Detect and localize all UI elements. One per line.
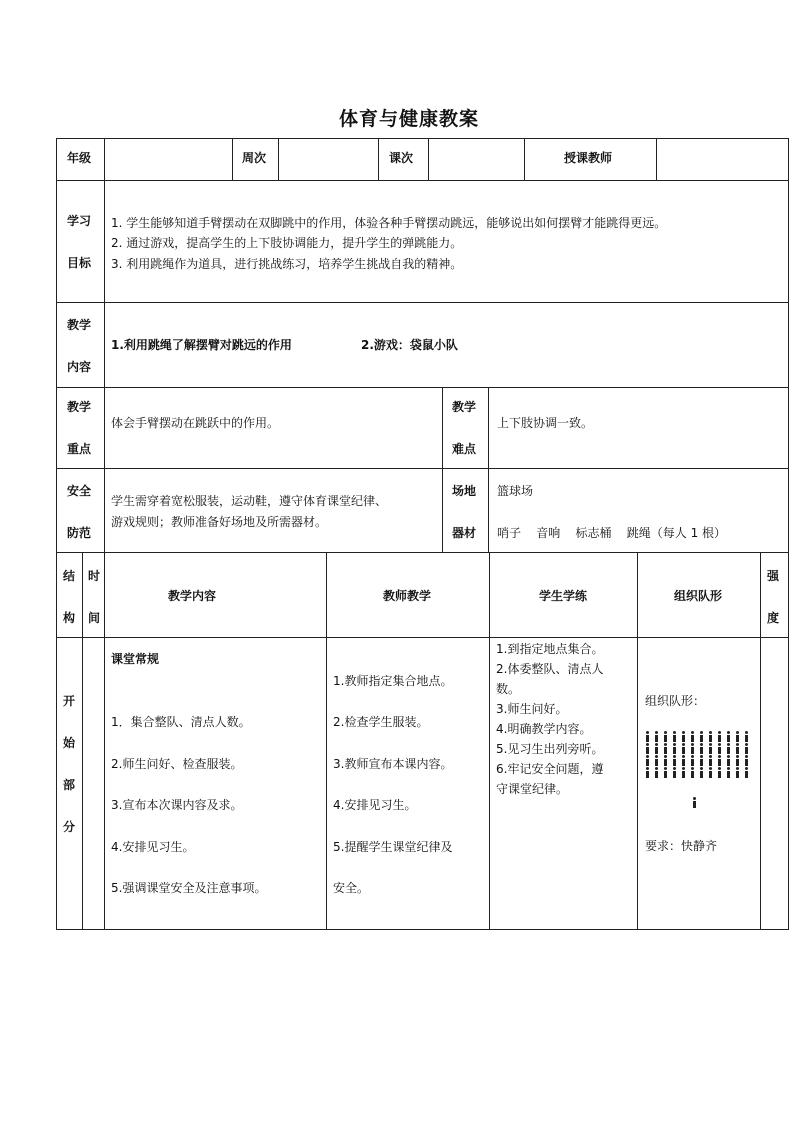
teacher-item: 5.提醒学生课堂纪律及 (333, 840, 453, 854)
student-line: 守课堂纪律。 (496, 782, 569, 796)
intensity-label-bottom: 度 (767, 611, 780, 625)
content-title: 课堂常规 (111, 652, 160, 666)
student-figure-icon (717, 755, 722, 766)
col-divider (104, 138, 105, 180)
row-divider (56, 180, 789, 181)
student-figure-icon (690, 767, 695, 778)
student-figure-icon (654, 767, 659, 778)
col-divider (488, 387, 489, 552)
col-divider (278, 138, 279, 180)
content-item: 5.强调课堂安全及注意事项。 (111, 881, 267, 895)
row-divider (56, 468, 789, 469)
student-line: 2.体委整队、清点人 (496, 662, 604, 676)
formation-label: 组织队形： (645, 694, 706, 708)
student-figure-icon (744, 731, 749, 742)
teacher-item: 2.检查学生服装。 (333, 715, 429, 729)
student-figure-icon (663, 767, 668, 778)
grade-label: 年级 (67, 151, 92, 165)
structure-label-top: 结 (63, 569, 76, 583)
teacher-item: 1.教师指定集合地点。 (333, 674, 453, 688)
content-item: 1．集合整队、清点人数。 (111, 715, 251, 729)
student-figure-icon (726, 767, 731, 778)
focus-label-top: 教学 (67, 400, 92, 414)
student-figure-icon (708, 743, 713, 754)
teacher-item: 安全。 (333, 881, 370, 895)
student-figure-icon (699, 767, 704, 778)
row-divider (56, 302, 789, 303)
student-figure-icon (699, 743, 704, 754)
col-divider (104, 552, 105, 930)
content-item: 3.宣布本次课内容及求。 (111, 798, 243, 812)
page-title: 体育与健康教案 (338, 108, 479, 130)
student-figure-icon (708, 755, 713, 766)
objective-item-1: 1. 学生能够知道手臂摆动在双脚跳中的作用，体验各种手臂摆动跳远，能够说出如何摆臂才能跳得更远。 (111, 216, 667, 230)
difficulty-label-bottom: 难点 (452, 442, 477, 456)
student-figure-icon (735, 743, 740, 754)
student-line: 4.明确教学内容。 (496, 722, 592, 736)
student-figure-icon (645, 731, 650, 742)
student-figure-icon (690, 731, 695, 742)
student-figure-icon (735, 767, 740, 778)
difficulty-value: 上下肢协调一致。 (497, 416, 594, 430)
student-line: 3.师生问好。 (496, 702, 568, 716)
content-label-bottom: 内容 (67, 360, 92, 374)
student-figure-icon (699, 755, 704, 766)
student-figure-icon (663, 755, 668, 766)
safety-line-1: 学生需穿着宽松服装，运动鞋，遵守体育课堂纪律、 (111, 494, 388, 508)
content-item-2: 2.游戏：袋鼠小队 (361, 338, 458, 352)
student-figure-icon (690, 743, 695, 754)
student-figure-icon (681, 731, 686, 742)
student-figure-icon (672, 767, 677, 778)
student-practice-header: 学生学练 (539, 589, 588, 603)
student-figure-icon (726, 731, 731, 742)
student-line: 6.牢记安全问题，遵 (496, 762, 604, 776)
student-figure-icon (645, 743, 650, 754)
row-divider (56, 552, 789, 553)
student-figure-icon (672, 755, 677, 766)
student-figure-icon (672, 731, 677, 742)
student-figure-icon (681, 743, 686, 754)
content-item: 2.师生问好、检查服装。 (111, 757, 243, 771)
col-divider (82, 552, 83, 930)
col-divider (656, 138, 657, 180)
col-divider (489, 552, 490, 930)
section-label-char-1: 开 (63, 694, 76, 708)
row-divider (56, 637, 789, 638)
col-divider (326, 552, 327, 930)
difficulty-label-top: 教学 (452, 400, 477, 414)
teacher-item: 4.安排见习生。 (333, 798, 417, 812)
formation-requirement: 要求：快静齐 (645, 839, 718, 853)
content-item-1: 1.利用跳绳了解摆臂对跳远的作用 (111, 338, 292, 352)
student-figure-icon (663, 731, 668, 742)
student-figure-icon (654, 731, 659, 742)
student-figure-icon (672, 743, 677, 754)
student-figure-icon (735, 755, 740, 766)
time-label-bottom: 间 (88, 611, 101, 625)
student-line: 数。 (496, 682, 521, 696)
objectives-label-bottom: 目标 (67, 256, 92, 270)
objective-item-3: 3. 利用跳绳作为道具，进行挑战练习，培养学生挑战自我的精神。 (111, 257, 463, 271)
student-figure-icon (663, 743, 668, 754)
col-divider (637, 552, 638, 930)
student-figure-icon (726, 755, 731, 766)
objective-item-2: 2. 通过游戏，提高学生的上下肢协调能力，提升学生的弹跳能力。 (111, 236, 463, 250)
safety-label-top: 安全 (67, 484, 92, 498)
teacher-teaching-header: 教师教学 (383, 589, 432, 603)
student-figure-icon (654, 755, 659, 766)
student-figure-icon (717, 743, 722, 754)
teacher-figure-icon (692, 797, 697, 808)
student-figure-icon (645, 755, 650, 766)
teacher-item: 3.教师宣布本课内容。 (333, 757, 453, 771)
teaching-content-header: 教学内容 (168, 589, 217, 603)
equipment-value: 哨子 音响 标志桶 跳绳（每人 1 根） (497, 526, 727, 540)
row-divider (56, 387, 789, 388)
student-figure-icon (726, 743, 731, 754)
student-figure-icon (744, 755, 749, 766)
col-divider (524, 138, 525, 180)
content-label-top: 教学 (67, 318, 92, 332)
student-figure-icon (708, 731, 713, 742)
col-divider (760, 552, 761, 930)
section-label-char-3: 部 (63, 778, 76, 792)
safety-line-2: 游戏规则；教师准备好场地及所需器材。 (111, 515, 328, 529)
intensity-label-top: 强 (767, 569, 780, 583)
student-line: 5.见习生出列旁听。 (496, 742, 604, 756)
focus-label-bottom: 重点 (67, 442, 92, 456)
col-divider (378, 138, 379, 180)
col-divider (442, 387, 443, 552)
safety-label-bottom: 防范 (67, 526, 92, 540)
formation-header: 组织队形 (674, 589, 723, 603)
teacher-label: 授课教师 (564, 151, 613, 165)
section-label-char-2: 始 (63, 736, 76, 750)
student-figure-icon (717, 731, 722, 742)
objectives-label-top: 学习 (67, 214, 92, 228)
student-figure-icon (654, 743, 659, 754)
student-figure-icon (735, 731, 740, 742)
content-item: 4.安排见习生。 (111, 840, 195, 854)
col-divider (428, 138, 429, 180)
structure-label-bottom: 构 (63, 611, 76, 625)
equipment-label: 器材 (452, 526, 477, 540)
week-label: 周次 (242, 151, 267, 165)
student-figure-icon (744, 743, 749, 754)
key-point-value: 体会手臂摆动在跳跃中的作用。 (111, 416, 280, 430)
time-label-top: 时 (88, 569, 101, 583)
venue-label: 场地 (452, 484, 477, 498)
student-figure-icon (744, 767, 749, 778)
student-figure-icon (681, 767, 686, 778)
student-figure-icon (681, 755, 686, 766)
student-figure-icon (645, 767, 650, 778)
section-label-char-4: 分 (63, 820, 76, 834)
student-figure-icon (690, 755, 695, 766)
student-line: 1.到指定地点集合。 (496, 642, 604, 656)
venue-value: 篮球场 (497, 484, 534, 498)
student-figure-icon (699, 731, 704, 742)
student-figure-icon (708, 767, 713, 778)
formation-diagram (645, 731, 757, 815)
lesson-label: 课次 (389, 151, 414, 165)
student-figure-icon (717, 767, 722, 778)
col-divider (232, 138, 233, 180)
